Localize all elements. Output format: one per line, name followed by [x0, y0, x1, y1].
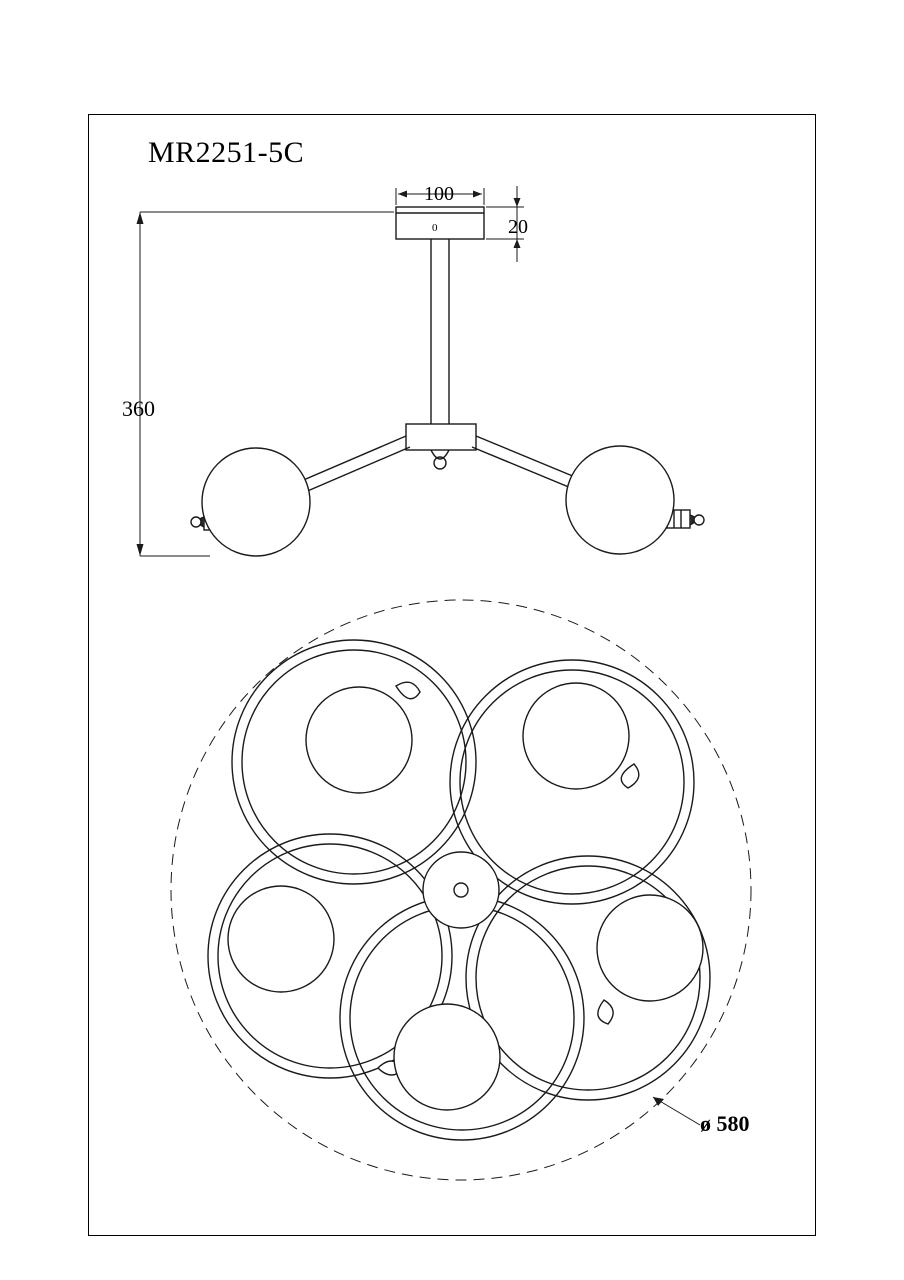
center-hub: [406, 424, 476, 469]
page-title: MR2251-5C: [148, 136, 305, 169]
glass-shade-plan-5: [394, 1004, 500, 1110]
glass-shade-right: [566, 446, 674, 554]
glass-shade-plan-1: [306, 687, 412, 793]
dimension-label-canopy-height: 20: [508, 216, 528, 238]
front-elevation-view: [137, 186, 705, 556]
leader-580: [653, 1097, 700, 1125]
glass-shade-left: [202, 448, 310, 556]
glass-shade-plan-2: [523, 683, 629, 789]
dimension-label-canopy-width: 100: [424, 183, 454, 205]
dimension-label-overall-height: 360: [122, 396, 155, 421]
ceiling-canopy: [396, 207, 484, 239]
center-hub-plan: [423, 852, 499, 928]
canopy-center-mark: 0: [432, 222, 438, 234]
dimension-label-overall-diameter: ø 580: [700, 1111, 750, 1136]
glass-shade-plan-3: [228, 886, 334, 992]
center-stem: [431, 239, 449, 424]
glass-shade-plan-4: [597, 895, 703, 1001]
plan-view: [171, 600, 751, 1180]
